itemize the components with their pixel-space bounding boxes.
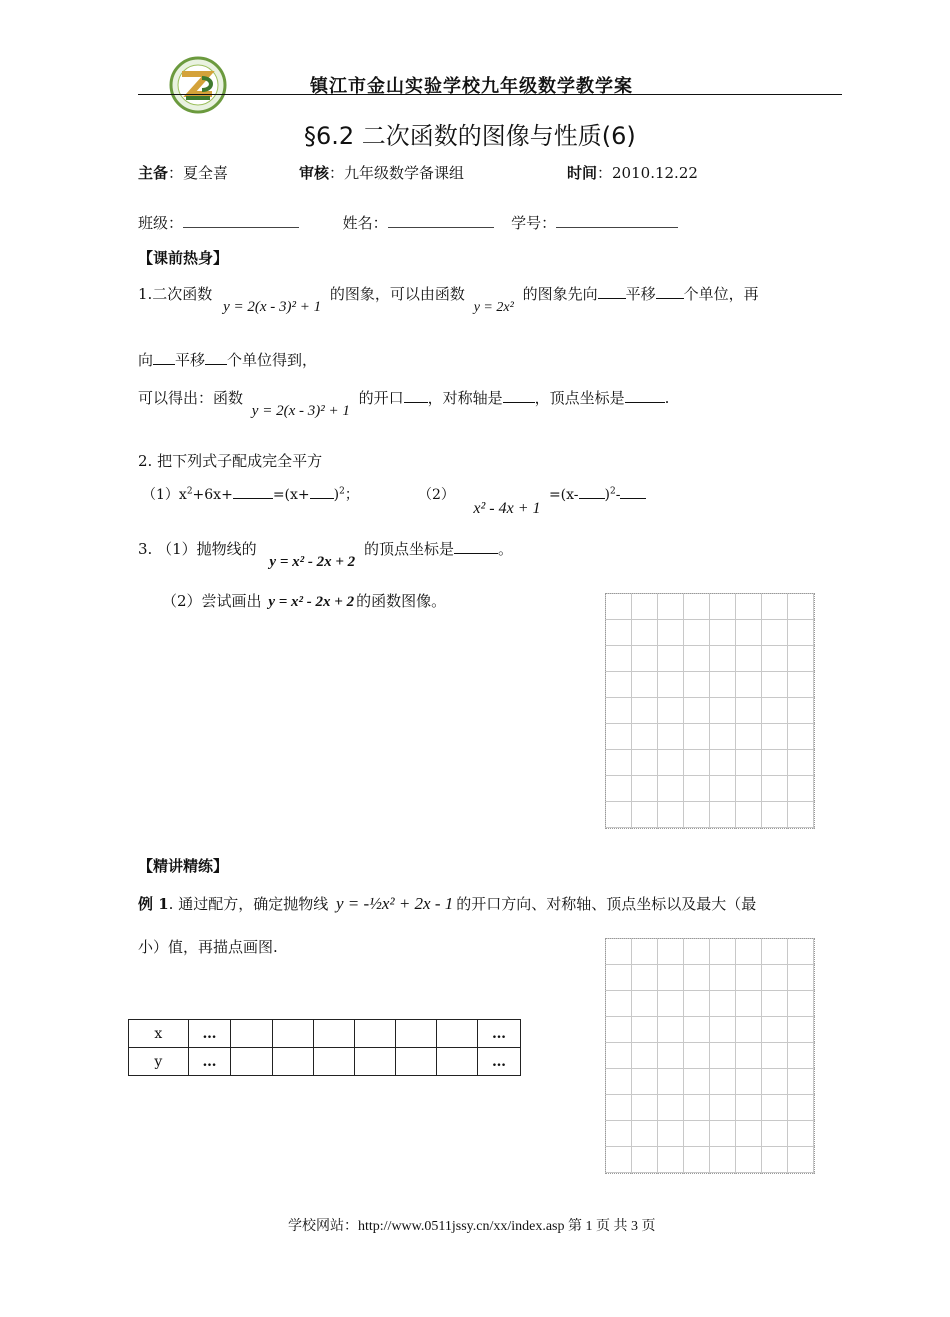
q2-title: 2. 把下列式子配成完全平方 [138, 452, 323, 470]
q3-1-a: 3. （1）抛物线的 [138, 540, 257, 558]
table-cell[interactable] [272, 1048, 313, 1076]
table-row-x [129, 1020, 521, 1048]
q2-1-d: ) [333, 487, 340, 503]
q1-mid: 的图象，可以由函数 [329, 285, 465, 303]
q3-1-b: 的顶点坐标是 [363, 540, 454, 558]
table-cell: x [129, 1020, 189, 1048]
q1-tail1: 的图象先向 [522, 285, 598, 303]
table-cell[interactable] [395, 1020, 436, 1048]
time-line [567, 162, 698, 183]
table-cell: … [188, 1020, 231, 1048]
q1-line2-c: 个单位得到， [227, 351, 318, 369]
q1-line3-func: y = 2(x - 3)² + 1 [251, 403, 350, 419]
header-rule [138, 94, 842, 95]
table-cell: … [478, 1020, 521, 1048]
q1-blank4[interactable] [205, 350, 227, 365]
q3-blank1[interactable] [454, 539, 498, 554]
q2-1-c: =(x+ [272, 487, 310, 503]
author-label: 主备 [138, 164, 169, 182]
author: ：夏全喜 [168, 164, 229, 182]
student-info [138, 212, 678, 233]
q2-1-a: （1）x [142, 487, 187, 503]
time-label: 时间 [567, 164, 598, 182]
table-cell[interactable] [354, 1048, 395, 1076]
table-cell[interactable] [313, 1020, 354, 1048]
q3-2-a: （2）尝试画出 [162, 592, 262, 610]
q2-1-b: +6x+ [192, 487, 233, 503]
ex1-line2: 小）值，再描点画图. [138, 938, 278, 956]
ex1-line1 [138, 893, 756, 914]
q1-func2: y = 2x² [473, 300, 514, 315]
q1-line3-b: 的开口 [358, 389, 404, 407]
q1-blank3[interactable] [153, 350, 175, 365]
q2-1-e: ； [344, 487, 359, 503]
q1-line1 [138, 283, 759, 315]
q2-2-label: （2） [418, 487, 455, 503]
q2-blank1[interactable] [233, 484, 273, 499]
q1-blank6[interactable] [503, 388, 535, 403]
table-cell[interactable] [436, 1020, 477, 1048]
section-warmup-heading: 【课前热身】 [138, 249, 229, 267]
graph-grid-1[interactable] [605, 593, 815, 829]
q2-2-b: ) [604, 487, 610, 503]
reviewer-line [299, 162, 464, 183]
table-cell[interactable] [354, 1020, 395, 1048]
table-cell[interactable] [395, 1048, 436, 1076]
xy-table [128, 1019, 521, 1076]
q2-blank4[interactable] [620, 484, 646, 499]
class-label: 班级： [138, 214, 184, 232]
q1-line3-c: ，对称轴是 [427, 389, 503, 407]
ex1-func: y = -½x² + 2x - 1 [336, 894, 454, 913]
ex1-label: 例 1 [138, 895, 169, 913]
ex1-b: 的开口方向、对称轴、顶点坐标以及最大（最 [456, 895, 757, 913]
q1-line2-b: 平移 [175, 351, 206, 369]
q1-prefix: 1.二次函数 [138, 285, 213, 303]
name-label: 姓名： [342, 214, 388, 232]
q1-tail3: 个单位，再 [683, 285, 759, 303]
q2-2-c: - [615, 487, 621, 503]
number-input[interactable] [556, 213, 678, 228]
q3-func-2: y = x² - 2x + 2 [268, 594, 355, 610]
q2-blank2[interactable] [310, 484, 334, 499]
q1-blank1[interactable] [598, 284, 626, 299]
q3-func: y = x² - 2x + 2 [269, 554, 356, 570]
class-input[interactable] [183, 213, 299, 228]
meta-line [138, 162, 228, 183]
reviewer-label: 审核 [299, 164, 330, 182]
reviewer: ：九年级数学备课组 [329, 164, 465, 182]
q1-blank5[interactable] [404, 388, 428, 403]
name-input[interactable] [388, 213, 494, 228]
q1-line3-a: 可以得出：函数 [138, 389, 244, 407]
graph-grid-2[interactable] [605, 938, 815, 1174]
q1-line3-e: . [664, 389, 670, 407]
table-cell[interactable] [231, 1020, 272, 1048]
q1-line2-a: 向 [138, 351, 154, 369]
q1-func1: y = 2(x - 3)² + 1 [223, 299, 322, 315]
time: ：2010.12.22 [597, 164, 698, 182]
q1-blank7[interactable] [625, 388, 665, 403]
page-footer: 学校网站：http://www.0511jssy.cn/xx/index.asp 第 1 页 共 3 页 [288, 1219, 656, 1234]
section-lecture-heading: 【精讲精练】 [138, 857, 229, 875]
page-title: §6.2 二次函数的图像与性质(6) [304, 122, 636, 150]
q3-part1 [138, 538, 513, 570]
q3-2-b: 的函数图像。 [356, 592, 447, 610]
q2-part1: $(1)x^2+6x+ =(x+ )^2$； [142, 484, 359, 504]
q1-tail2: 平移 [625, 285, 656, 303]
q3-1-c: 。 [497, 540, 513, 558]
table-cell[interactable] [231, 1048, 272, 1076]
table-cell: … [478, 1048, 521, 1076]
q1-blank2[interactable] [656, 284, 684, 299]
q1-line3-d: ，顶点坐标是 [534, 389, 625, 407]
q2-2-a: =(x- [548, 487, 579, 503]
school-logo [168, 56, 228, 114]
table-cell[interactable] [272, 1020, 313, 1048]
q1-line2 [138, 349, 317, 370]
table-cell[interactable] [436, 1048, 477, 1076]
school-header: 镇江市金山实验学校九年级数学教学案 [310, 76, 633, 97]
table-cell: … [188, 1048, 231, 1076]
ex1-a: . 通过配方，确定抛物线 [168, 895, 329, 913]
table-cell: y [129, 1048, 189, 1076]
q1-line3 [138, 387, 670, 419]
q2-2-expr: x² - 4x + 1 [473, 500, 541, 517]
q2-blank3[interactable] [579, 484, 605, 499]
number-label: 学号： [511, 214, 557, 232]
q2-part2: （2） x² - 4x + 1 =(x- )$^2$- [418, 484, 646, 504]
q3-part2 [162, 590, 446, 611]
table-row-y [129, 1048, 521, 1076]
table-cell[interactable] [313, 1048, 354, 1076]
